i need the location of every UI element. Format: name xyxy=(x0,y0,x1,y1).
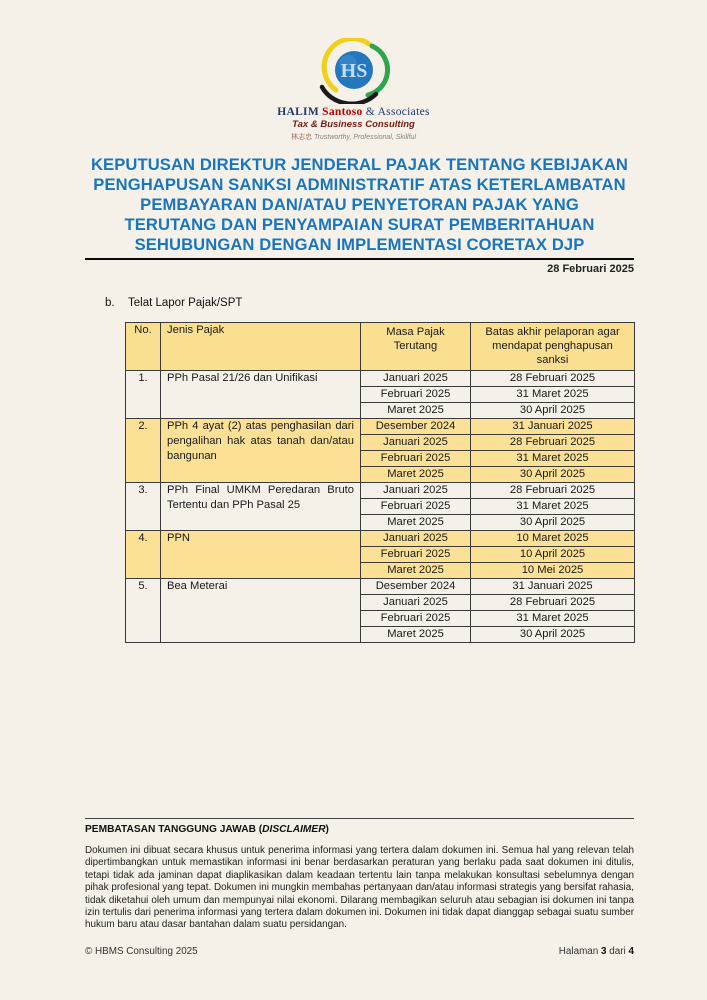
footer-page-number: Halaman 3 dari 4 xyxy=(558,946,634,957)
cell-batas-akhir: 10 Mei 2025 xyxy=(471,563,635,579)
cell-masa-pajak: Maret 2025 xyxy=(361,563,471,579)
tax-table-body xyxy=(126,371,635,643)
title-line: SEHUBUNGAN DENGAN IMPLEMENTASI CORETAX DJP xyxy=(134,235,585,254)
col-header-masa-pajak: Masa Pajak Terutang xyxy=(361,323,471,371)
cell-masa-pajak: Desember 2024 xyxy=(361,419,471,435)
table-row xyxy=(126,371,635,387)
cell-batas-akhir: 31 Maret 2025 xyxy=(471,499,635,515)
cell-masa-pajak: Maret 2025 xyxy=(361,515,471,531)
cell-masa-pajak: Januari 2025 xyxy=(361,371,471,387)
company-motto: 林志忠 Trustworthy, Professional, Skillful xyxy=(291,134,416,141)
col-header-no: No. xyxy=(126,323,161,371)
section-letter: b. xyxy=(105,297,115,309)
cell-batas-akhir: 31 Maret 2025 xyxy=(471,387,635,403)
cell-masa-pajak: Februari 2025 xyxy=(361,499,471,515)
cell-no: 1. xyxy=(126,371,161,419)
cell-batas-akhir: 10 April 2025 xyxy=(471,547,635,563)
cell-masa-pajak: Februari 2025 xyxy=(361,611,471,627)
logo-monogram: HS xyxy=(340,60,367,82)
cell-masa-pajak: Desember 2024 xyxy=(361,579,471,595)
cell-batas-akhir: 30 April 2025 xyxy=(471,627,635,643)
footer-copyright: © HBMS Consulting 2025 xyxy=(85,946,198,957)
table-row xyxy=(126,579,635,595)
company-tagline: Tax & Business Consulting xyxy=(292,119,415,130)
col-header-batas-akhir: Batas akhir pelaporan agar mendapat penghapusan sanksi xyxy=(471,323,635,371)
disclaimer-body: Dokumen ini dibuat secara khusus untuk penerima informasi yang tertera dalam dokumen ini. Semua hal yang relevan telah dipertimbangkan untuk memastikan informasi ini benar berdasarkan peraturan yang berlaku pada saat dokumen ini ditulis, tetapi tidak ada jaminan dapat diaplikasikan dalam keadaan tertentu lain tanpa melakukan konsultasi sebelumnya dengan pihak profesional yang tepat. Dokumen ini mungkin membahas pertanyaan dan/atau informasi strategis yang bersifat rahasia, tidak diketahui oleh umum dan mempunyai nilai ekonomi. Dilarang membagikan seluruh atau sebagian isi dokumen ini tanpa izin tertulis dari penerima informasi yang tertera dalam dokumen ini. Dokumen ini tidak dapat dianggap sebagai suatu sumber hukum baru atau dasar bantahan dalam suatu persidangan. xyxy=(85,845,634,931)
company-name: HALIM Santoso & Associates xyxy=(277,106,430,118)
cell-jenis-pajak: PPh Final UMKM Peredaran Bruto Tertentu dan PPh Pasal 25 xyxy=(161,483,361,531)
cell-masa-pajak: Januari 2025 xyxy=(361,531,471,547)
title-line: PENGHAPUSAN SANKSI ADMINISTRATIF ATAS KETERLAMBATAN xyxy=(93,175,626,194)
cell-batas-akhir: 31 Januari 2025 xyxy=(471,419,635,435)
cell-masa-pajak: Januari 2025 xyxy=(361,483,471,499)
cell-batas-akhir: 30 April 2025 xyxy=(471,515,635,531)
cell-jenis-pajak: PPN xyxy=(161,531,361,579)
col-header-jenis-pajak: Jenis Pajak xyxy=(161,323,361,371)
cell-batas-akhir: 31 Maret 2025 xyxy=(471,611,635,627)
company-logo-icon xyxy=(306,38,402,104)
cell-masa-pajak: Februari 2025 xyxy=(361,547,471,563)
cell-no: 5. xyxy=(126,579,161,643)
cell-masa-pajak: Februari 2025 xyxy=(361,451,471,467)
table-header-row xyxy=(126,323,635,371)
cell-batas-akhir: 28 Februari 2025 xyxy=(471,483,635,499)
cell-masa-pajak: Maret 2025 xyxy=(361,627,471,643)
section-label xyxy=(105,297,707,309)
title-divider xyxy=(85,258,634,260)
title-line: TERUTANG DAN PENYAMPAIAN SURAT PEMBERITAHUAN xyxy=(124,215,595,234)
cell-jenis-pajak: PPh 4 ayat (2) atas penghasilan dari pengalihan hak atas tanah dan/atau bangunan xyxy=(161,419,361,483)
disclaimer-section xyxy=(85,818,634,932)
cell-jenis-pajak: PPh Pasal 21/26 dan Unifikasi xyxy=(161,371,361,419)
table-row xyxy=(126,531,635,547)
cell-no: 4. xyxy=(126,531,161,579)
logo-block xyxy=(0,0,707,142)
cell-batas-akhir: 30 April 2025 xyxy=(471,467,635,483)
section-title: Telat Lapor Pajak/SPT xyxy=(128,297,243,309)
document-date: 28 Februari 2025 xyxy=(547,263,634,275)
cell-batas-akhir: 31 Maret 2025 xyxy=(471,451,635,467)
cell-batas-akhir: 28 Februari 2025 xyxy=(471,595,635,611)
tax-table xyxy=(125,322,707,643)
cell-batas-akhir: 31 Januari 2025 xyxy=(471,579,635,595)
cell-no: 2. xyxy=(126,419,161,483)
cell-masa-pajak: Februari 2025 xyxy=(361,387,471,403)
title-line: KEPUTUSAN DIREKTUR JENDERAL PAJAK TENTANG KEBIJAKAN xyxy=(90,155,629,174)
table-row xyxy=(126,483,635,499)
cell-jenis-pajak: Bea Meterai xyxy=(161,579,361,643)
document-title xyxy=(85,155,634,255)
title-line: PEMBAYARAN DAN/ATAU PENYETORAN PAJAK YANG xyxy=(140,195,579,214)
cell-masa-pajak: Maret 2025 xyxy=(361,467,471,483)
disclaimer-title: PEMBATASAN TANGGUNG JAWAB (DISCLAIMER) xyxy=(85,824,329,835)
cell-no: 3. xyxy=(126,483,161,531)
cell-masa-pajak: Maret 2025 xyxy=(361,403,471,419)
cell-masa-pajak: Januari 2025 xyxy=(361,595,471,611)
cell-batas-akhir: 30 April 2025 xyxy=(471,403,635,419)
table-row xyxy=(126,419,635,435)
page-footer xyxy=(85,946,634,957)
disclaimer-divider xyxy=(85,818,634,819)
cell-batas-akhir: 28 Februari 2025 xyxy=(471,371,635,387)
cell-masa-pajak: Januari 2025 xyxy=(361,435,471,451)
cell-batas-akhir: 10 Maret 2025 xyxy=(471,531,635,547)
cell-batas-akhir: 28 Februari 2025 xyxy=(471,435,635,451)
